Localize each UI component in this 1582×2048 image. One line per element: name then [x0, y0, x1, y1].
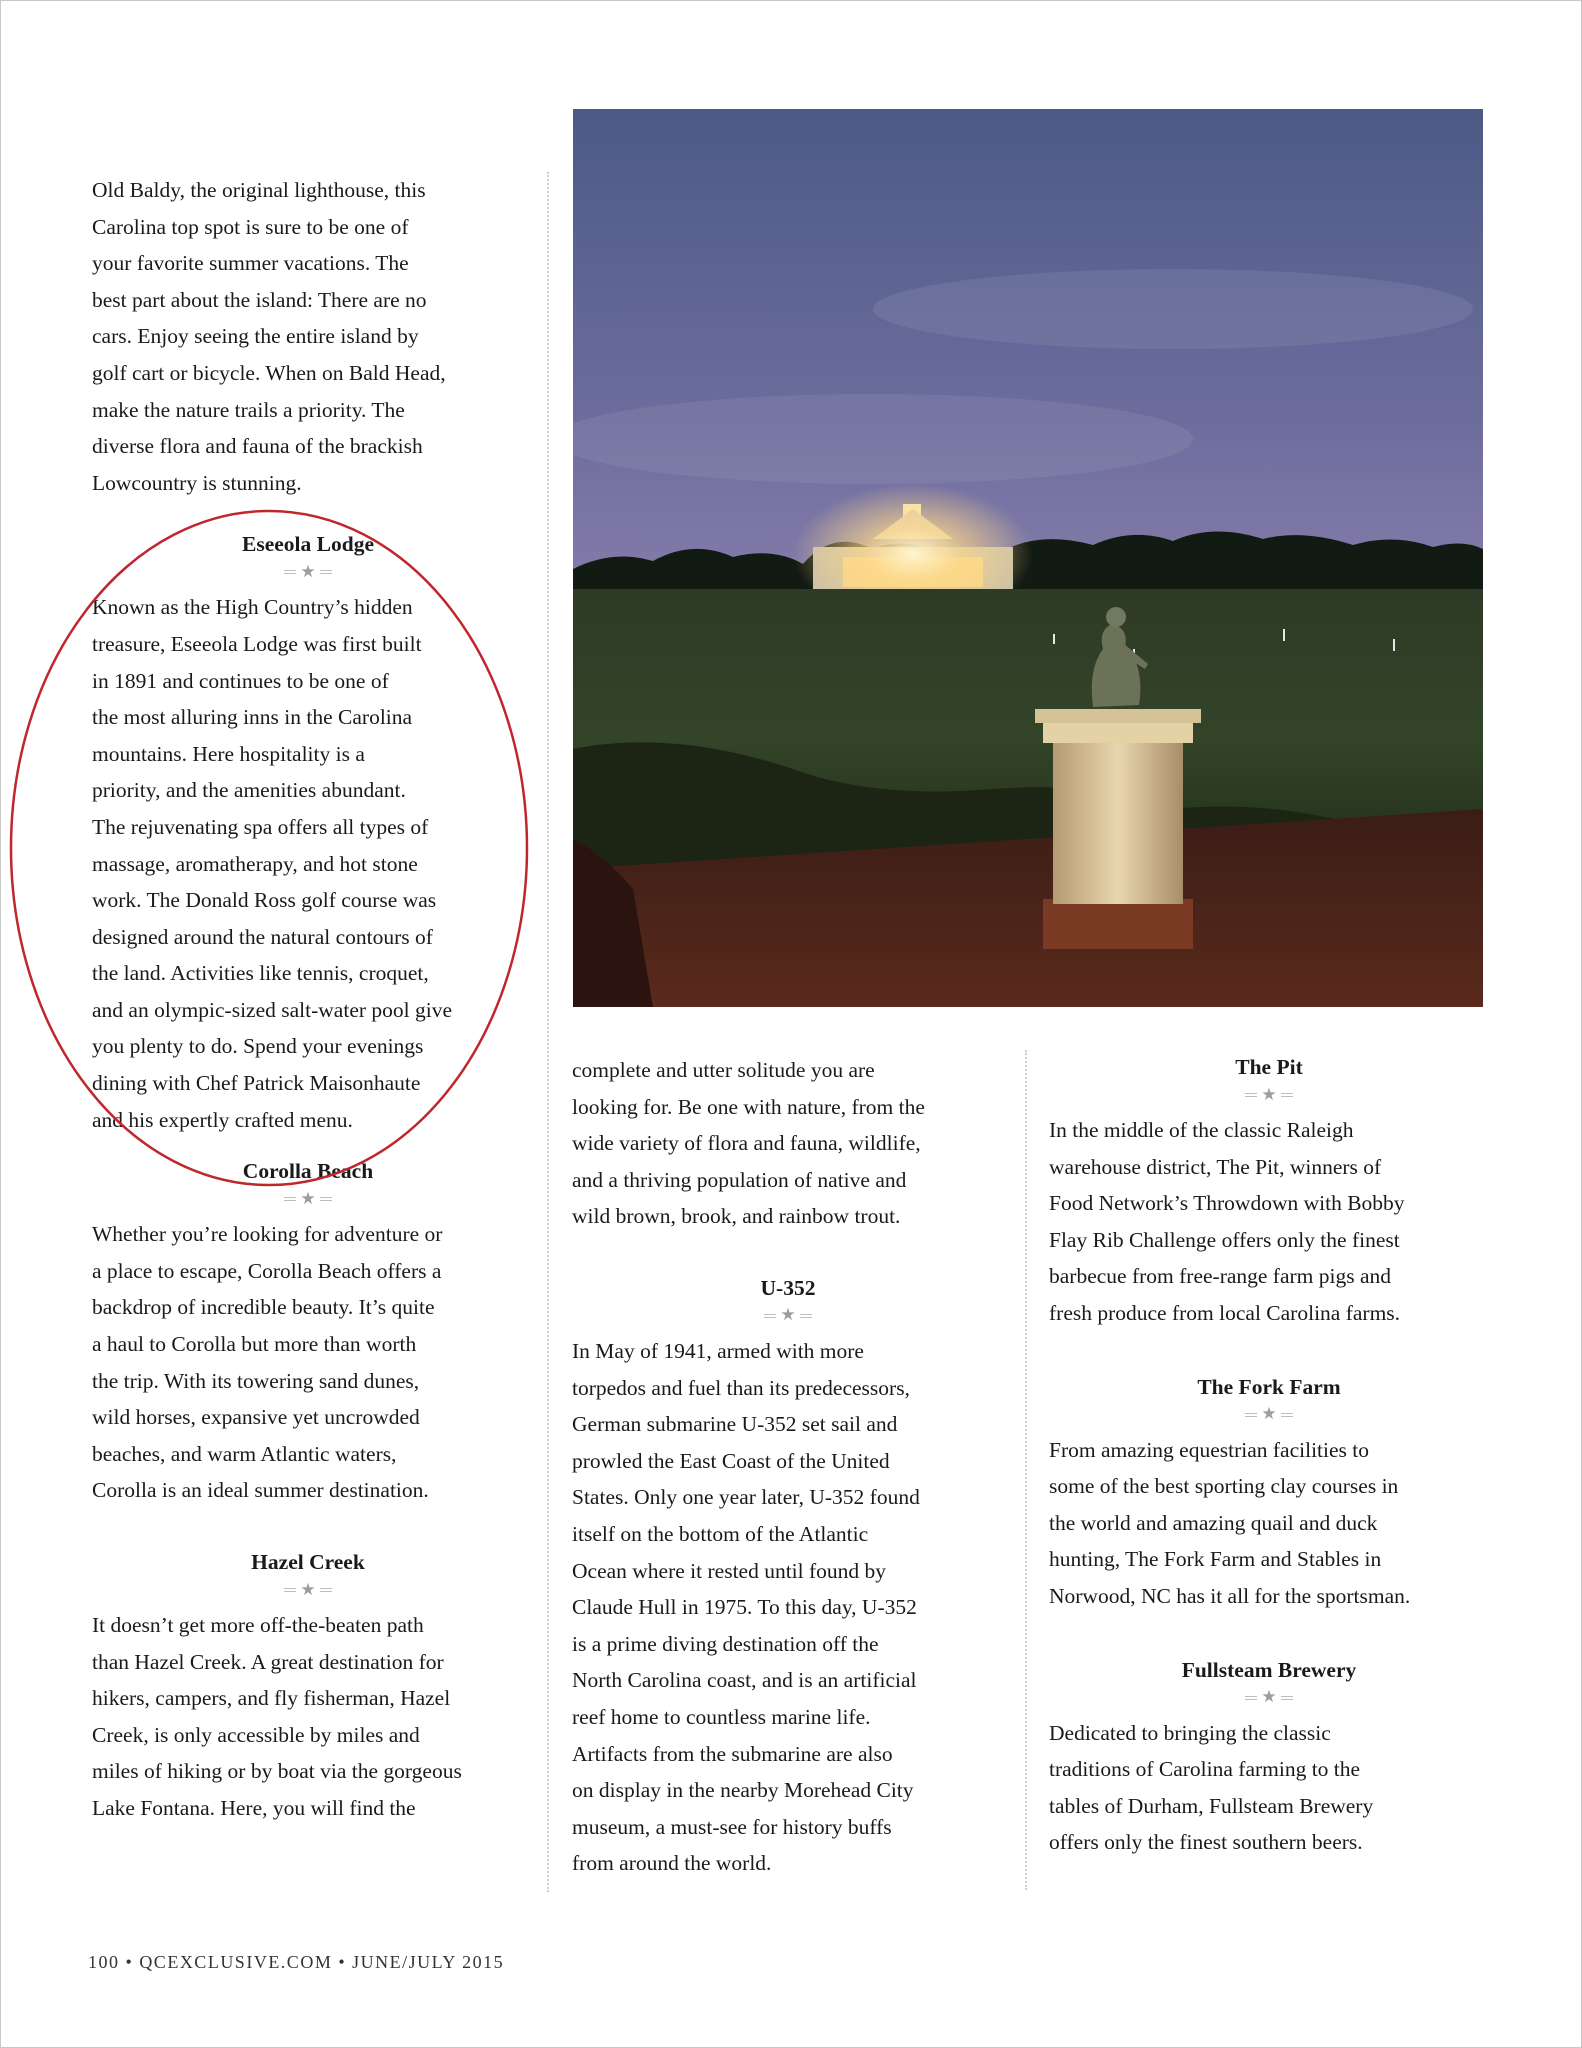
hazel-paragraph: It doesn’t get more off-the-beaten path than Hazel Creek. A great destination for hikers, campers, and fly fisherman, Hazel Creek, is only accessible by miles and miles of hiking or by boat via the gorgeous Lake Fontana. Here, you will find the [92, 1613, 462, 1820]
star-icon: ★ [1261, 1404, 1277, 1425]
pit-title: The Pit [1235, 1055, 1303, 1079]
star-icon: ★ [300, 561, 316, 582]
star-rule [1049, 1402, 1489, 1428]
site-name: QCEXCLUSIVE.COM [139, 1952, 333, 1972]
hazel-continued-paragraph: complete and utter solitude you are looking for. Be one with nature, from the wide variety of flora and fauna, wildlife, and a thriving population of native and wild brown, brook, and rainbow trout. [572, 1058, 925, 1229]
left-column [92, 172, 524, 1827]
page-folio: 100 • QCEXCLUSIVE.COM • JUNE/JULY 2015 [88, 1952, 505, 1972]
right-column [1049, 1052, 1489, 1861]
star-icon: ★ [300, 1188, 316, 1209]
fullsteam-paragraph: Dedicated to bringing the classic traditions of Carolina farming to the tables of Durham, Fullsteam Brewery offers only the finest southern beers. [1049, 1720, 1374, 1855]
issue-date: JUNE/JULY 2015 [352, 1952, 505, 1972]
star-rule [92, 559, 524, 585]
eseeola-paragraph: Known as the High Country’s hidden treasure, Eseeola Lodge was first built in 1891 and continues to be one of the most alluring inns in the Carolina mountains. Here hospitality is a priority, and the amenities abundant. The rejuvenating spa offers all types of massage, aromatherapy, and hot stone work. The Donald Ross golf course was designed around the natural contours of the land. Activities like tennis, croquet, and an olympic-sized salt-water pool give you plenty to do. Spend your evenings dining with Chef Patrick Maisonhaute and his expertly crafted menu. [92, 595, 453, 1132]
corolla-paragraph: Whether you’re looking for adventure or a place to escape, Corolla Beach offers a backdrop of incredible beauty. It’s quite a haul to Corolla but more than worth the trip. With its towering sand dunes, wild horses, expansive yet uncrowded beaches, and warm Atlantic waters, Corolla is an ideal summer destination. [92, 1222, 443, 1503]
star-rule [92, 1577, 524, 1603]
star-icon: ★ [300, 1579, 316, 1600]
star-icon: ★ [1261, 1687, 1277, 1708]
eseeola-title: Eseeola Lodge [242, 532, 374, 557]
page-number: 100 [88, 1952, 120, 1972]
fork-title: The Fork Farm [1197, 1374, 1341, 1399]
middle-column [572, 1052, 1004, 1882]
column-divider-right [1025, 1050, 1027, 1890]
star-rule [92, 1186, 524, 1212]
star-icon: ★ [780, 1305, 796, 1326]
hazel-title: Hazel Creek [251, 1550, 365, 1574]
corolla-title: Corolla Beach [242, 1159, 374, 1184]
fork-paragraph: From amazing equestrian facilities to some of the best sporting clay courses in the world and amazing quail and duck hunting, The Fork Farm and Stables in Norwood, NC has it all for the sportsman. [1049, 1437, 1411, 1608]
golf-course-night-photo [573, 109, 1483, 1007]
fullsteam-title: Fullsteam Brewery [1181, 1657, 1357, 1682]
star-icon: ★ [1261, 1084, 1277, 1105]
star-rule [572, 1303, 1004, 1329]
u352-paragraph: In May of 1941, armed with more torpedos and fuel than its predecessors, German submarine U-352 set sail and prowled the East Coast of the United States. Only one year later, U-352 found itself on the bottom of the Atlantic Ocean where it rested until found by Claude Hull in 1975. To this day, U-352 is a prime diving destination off the North Carolina coast, and is an artificial reef home to countless marine life. Artifacts from the submarine are also on display in the nearby Morehead City museum, a must-see for history buffs from around the world. [572, 1338, 920, 1876]
star-rule [1049, 1685, 1489, 1711]
intro-paragraph: Old Baldy, the original lighthouse, this Carolina top spot is sure to be one of your favorite summer vacations. The best part about the island: There are no cars. Enjoy seeing the entire island by golf cart or bicycle. When on Bald Head, make the nature trails a priority. The diverse flora and fauna of the brackish Lowcountry is stunning. [92, 178, 446, 495]
star-rule [1049, 1082, 1489, 1108]
u352-title: U-352 [760, 1275, 816, 1300]
column-divider-left [547, 172, 549, 1892]
pit-paragraph: In the middle of the classic Raleigh warehouse district, The Pit, winners of Food Network’s Throwdown with Bobby Flay Rib Challenge offers only the finest barbecue from free-range farm pigs and fresh produce from local Carolina farms. [1049, 1118, 1405, 1325]
